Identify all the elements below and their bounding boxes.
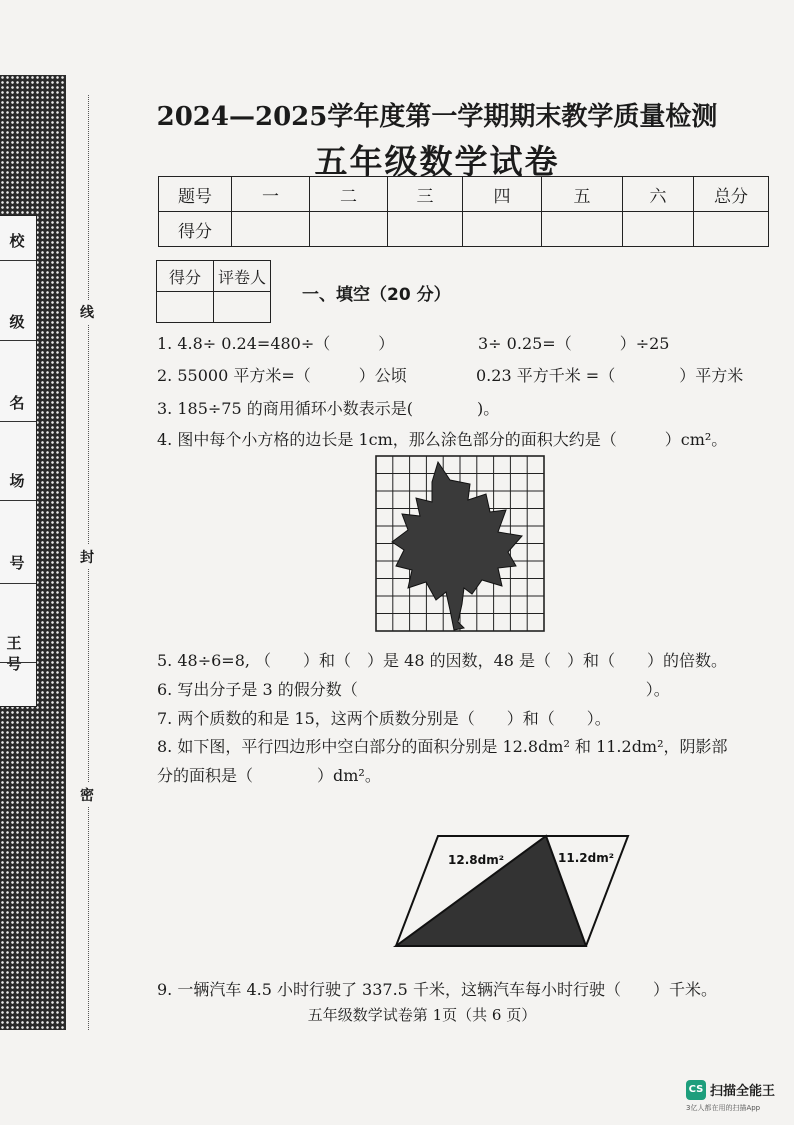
question-1b: 3÷ 0.25=（ ）÷25 [478, 334, 670, 353]
score-cell: 二 [310, 177, 388, 212]
section-heading: 一、填空（20 分） [302, 285, 451, 305]
seal-text-secret: 密 [80, 783, 94, 807]
question-9: 9. 一辆汽车 4.5 小时行驶了 337.5 千米，这辆汽车每小时行驶（ ）千米。 [157, 980, 717, 999]
score-cell: 题号 [159, 177, 232, 212]
grader-name-cell[interactable] [214, 292, 271, 323]
right-area-label: 11.2dm² [558, 851, 614, 865]
school-label: 校 [9, 232, 25, 250]
score-cell: 五 [542, 177, 623, 212]
parallelogram-figure [390, 830, 632, 950]
question-1a: 1. 4.8÷ 0.24=480÷（ ） [157, 334, 395, 353]
maple-leaf-shape [392, 462, 522, 630]
scanner-logo-icon: CS [686, 1080, 706, 1100]
question-2a: 2. 55000 平方米=（ ）公顷 [157, 366, 407, 385]
question-7: 7. 两个质数的和是 15，这两个质数分别是（ ）和（ ）。 [157, 709, 611, 728]
scanner-watermark [686, 1079, 776, 1112]
number-label: 号 [9, 554, 25, 572]
seal-text-seal: 封 [80, 545, 94, 569]
class-label: 级 [9, 313, 25, 331]
page-footer: 五年级数学试卷第 1页（共 6 页） [307, 1006, 537, 1024]
score-cell: 三 [388, 177, 463, 212]
left-area-label: 12.8dm² [448, 853, 504, 867]
score-input-cell[interactable] [232, 212, 310, 247]
score-input-cell[interactable] [694, 212, 769, 247]
grader-score-header: 得分 [157, 261, 214, 292]
score-cell: 一 [232, 177, 310, 212]
score-cell: 六 [623, 177, 694, 212]
student-info-box [0, 215, 37, 707]
seat-number-label: 王号 [6, 634, 22, 673]
leaf-grid-figure [374, 454, 548, 634]
score-input-cell[interactable] [542, 212, 623, 247]
score-input-cell[interactable] [388, 212, 463, 247]
question-5: 5. 48÷6=8, （ ）和（ ）是 48 的因数，48 是（ ）和（ ）的倍数。 [157, 651, 728, 670]
score-cell: 总分 [694, 177, 769, 212]
grader-score-cell[interactable] [157, 292, 214, 323]
question-4: 4. 图中每个小方格的边长是 1cm，那么涂色部分的面积大约是（ ）cm²。 [157, 430, 728, 449]
question-3: 3. 185÷75 的商用循环小数表示是( )。 [157, 399, 500, 418]
name-label: 名 [9, 394, 25, 412]
score-input-cell[interactable] [310, 212, 388, 247]
exam-room-label: 场 [9, 472, 25, 490]
scanner-tagline: 3亿人都在用的扫描App [686, 1104, 761, 1112]
exam-subtitle: 五年级数学试卷 [314, 142, 560, 181]
score-row-label: 得分 [159, 212, 232, 247]
question-2b: 0.23 平方千米 =（ ）平方米 [476, 366, 744, 385]
score-table [158, 176, 769, 247]
grader-table [156, 260, 271, 323]
score-input-cell[interactable] [623, 212, 694, 247]
score-table-header-row [159, 177, 769, 212]
score-cell: 四 [463, 177, 542, 212]
question-8b: 分的面积是（ ）dm²。 [157, 766, 381, 785]
grader-name-header: 评卷人 [214, 261, 271, 292]
score-table-score-row [159, 212, 769, 247]
scanner-app-name: 扫描全能王 [710, 1084, 776, 1099]
seal-text-line: 线 [80, 300, 94, 324]
score-input-cell[interactable] [463, 212, 542, 247]
question-6: 6. 写出分子是 3 的假分数（ ）。 [157, 680, 670, 699]
exam-title: 2024—2025学年度第一学期期末教学质量检测 [156, 102, 718, 132]
question-8a: 8. 如下图，平行四边形中空白部分的面积分别是 12.8dm² 和 11.2dm²，阴影部 [157, 737, 728, 756]
